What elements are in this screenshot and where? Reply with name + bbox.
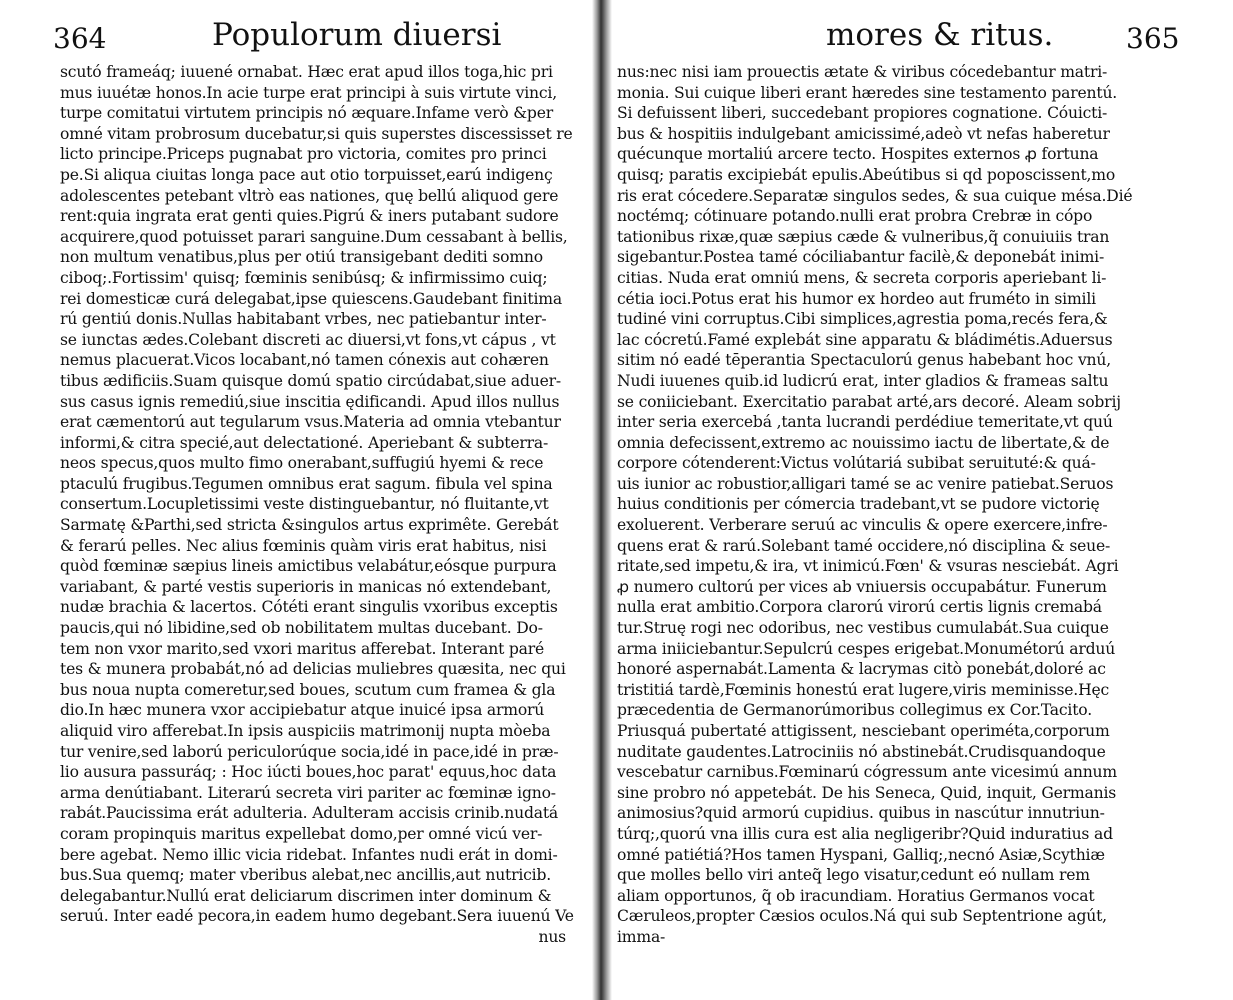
text-line: arma denútiabant. Literarú secreta viri pariter ac fœminæ igno- <box>60 783 556 802</box>
text-line: tur venire,sed laború periculorúque socia,idé in pace,idé in præ- <box>60 742 559 761</box>
text-line: & ferarú pelles. Nec alius fœminis quàm viris erat habitus, nisi <box>60 536 547 555</box>
text-line: licto principe.Priceps pugnabat pro victoria, comites pro princi <box>60 145 547 164</box>
text-line: huius conditionis per cómercia tradebant,vt se pudore victorię <box>617 495 1100 514</box>
text-line: tibus ædificiis.Suam quisque domú spatio circúdabat,siue aduer- <box>60 371 561 390</box>
text-line: quens erat & rarú.Solebant tamé occidere,nó disciplina & seue- <box>617 536 1111 555</box>
text-line: Sarmatę &Parthi,sed stricta &singulos artus exprimête. Gerebát <box>60 516 559 535</box>
text-line: rent:quia ingrata erat genti quies.Pigrú & iners putabant sudore <box>60 207 559 226</box>
text-line: ptaculú frugibus.Tegumen omnibus erat sagum. fibula vel spina <box>60 474 553 493</box>
text-line: bus & hospitiis indulgebant amicissimé,adeò vt nefas haberetur <box>617 124 1110 143</box>
text-line: tes & munera probabát,nó ad delicias muliebres quæsita, nec qui <box>60 660 566 679</box>
text-line: citias. Nuda erat omniú mens, & secreta corporis aperiebant li- <box>617 268 1107 287</box>
text-line: ris erat cócedere.Separatæ singulos sedes, & sua cuique mésa.Dié <box>617 186 1133 205</box>
text-line: rei domesticæ curá delegabat,ipse quiescens.Gaudebant finitima <box>60 289 562 308</box>
page-number: 364 <box>53 22 107 55</box>
text-line: informi,& citra specié,aut delectationé. Aperiebant & subterra- <box>60 433 549 452</box>
text-line: aliam opportunos, q̃ ob iracundiam. Horatius Germanos vocat <box>617 886 1095 905</box>
text-line: aliquid viro afferebat.In ipsis auspiciis matrimonij nupta mòeba <box>60 722 551 740</box>
page-body <box>617 62 1223 948</box>
text-line: cétia ioci.Potus erat his humor ex hordeo aut fruméto in simili <box>617 289 1096 308</box>
running-head: mores & ritus. <box>826 17 1054 53</box>
text-line: pe.Si aliqua ciuitas longa pace aut otio torpuisset,earú indigenç <box>60 165 553 184</box>
text-line: que molles bello viri anteq̃ lego visatur,cedunt eó nullam rem <box>617 866 1090 885</box>
text-line: adolescentes petebant vltrò eas nationes, quę bellú aliquod gere <box>60 186 559 205</box>
text-line: Cæruleos,propter Cæsios oculos.Ná qui sub Septentrione agút, <box>617 907 1107 926</box>
text-line: quòd fœminæ sæpius lineis amictibus velabátur,eósque purpura <box>60 557 557 576</box>
text-line: delegabantur.Nullú erat deliciarum discrimen inter dominum & <box>60 886 552 905</box>
text-line: rú gentiú donis.Nullas habitabant vrbes, nec patiebantur inter- <box>60 310 547 329</box>
text-line: tem non vxor marito,sed vxori maritus afferebat. Interant paré <box>60 639 545 658</box>
text-line: Nudi iuuenes quib.id ludicrú erat, inter gladios & frameas saltu <box>617 371 1109 390</box>
text-line: animosius?quid armorú cupidius. quibus in nascútur innutriun- <box>617 804 1105 823</box>
text-line: tationibus rixæ,quæ sæpius cæde & vulneribus,q̃ conuiuiis tran <box>617 227 1110 246</box>
text-line: neos specus,quos multo fimo onerabant,suffugiú hyemi & rece <box>60 454 544 473</box>
text-line: nemus placuerat.Vicos locabant,nó tamen cónexis aut cohæren <box>60 351 549 370</box>
text-line: mus iuuétæ honos.In acie turpe erat principi à suis virtute vinci, <box>60 83 557 102</box>
text-line: nudæ brachia & lacertos. Cótéti erant singulis vxoribus exceptis <box>60 598 558 617</box>
text-line: sus casus ignis remediú,siue inscitia ędificandi. Apud illos nullus <box>60 392 560 411</box>
text-line: acquirere,quod potuisset parari sanguine.Dum cessabant à bellis, <box>60 227 568 246</box>
text-line: corpore cótenderent:Victus volútariá subibat seruituté:& quá- <box>617 454 1096 473</box>
text-line: sitim nó eadé tēperantia Spectaculorú genus habebant hoc vnú, <box>617 351 1111 370</box>
text-line: honoré aspernabát.Lamenta & lacrymas citò ponebát,doloré ac <box>617 660 1106 679</box>
text-line: coram propinquis maritus expellebat domo,per omné vicú ver- <box>60 824 543 843</box>
text-line: noctémq; cótinuare potando.nulli erat probra Crebræ in cópo <box>617 207 1093 226</box>
text-line: consertum.Locupletissimi veste distinguebantur, nó fluitante,vt <box>60 495 549 514</box>
page-number: 365 <box>1126 22 1180 55</box>
running-head: Populorum diuersi <box>212 17 502 53</box>
text-line: Si defuissent liberi, succedebant propiores cognatione. Cóuicti- <box>617 104 1108 123</box>
text-line: quécunque mortaliú arcere tecto. Hospites externos ꝓ fortuna <box>617 145 1099 164</box>
text-line: bus.Sua quemq; mater vberibus alebat,nec ancillis,aut nutricib. <box>60 866 552 885</box>
text-line: vescebatur carnibus.Fœminarú cógressum ante vicesimú annum <box>617 763 1117 782</box>
text-line: túrq;,quorú vna illis cura est alia negligeribr?Quid induratius ad <box>617 824 1113 843</box>
text-line: tur.Struę rogi nec odoribus, nec vestibus cumulabát.Sua cuique <box>617 619 1109 638</box>
text-line: nus <box>538 927 566 946</box>
text-line: non multum venatibus,plus per otiú transigebant dediti somno <box>60 248 543 267</box>
text-line: inter seria exercebá ,tanta lucrandi perdédiue temeritate,vt quú <box>617 413 1113 432</box>
text-line: turpe comitatui virtutem principis nó æquare.Infame verò &per <box>60 104 553 123</box>
text-line: bus noua nupta comeretur,sed boues, scutum cum framea & gla <box>60 680 556 699</box>
text-line: ritate,sed impetu,& ira, vt inimicú.Fœn' & vsuras nesciebát. Agri <box>617 557 1119 576</box>
text-line: omnia defecissent,extremo ac nouissimo iactu de libertate,& de <box>617 433 1110 452</box>
text-line: lio ausura passuráq; : Hoc iúcti boues,hoc parat' equus,hoc data <box>60 763 557 782</box>
text-line: bere agebat. Nemo illic vicia ridebat. Infantes nudi erát in domi- <box>60 845 558 864</box>
text-line: Priusquá pubertaté attigissent, nesciebant operiméta,corporum <box>617 722 1110 740</box>
text-line: paucis,qui nó libidine,sed ob nobilitatem multas ducebant. Do- <box>60 619 543 638</box>
text-line: variabant, & parté vestis superioris in manicas nó extendebant, <box>60 577 552 596</box>
text-line: tristitiá tardè,Fœminis honestú erat lugere,viris meminisse.Hęc <box>617 680 1110 699</box>
text-line: ꝓ numero cultorú per vices ab vniuersis occupabátur. Funerum <box>617 577 1107 596</box>
text-line: arma iniiciebantur.Sepulcrú cespes erigebat.Monumétorú arduú <box>617 639 1116 658</box>
text-line: rabát.Paucissima erát adulteria. Adulteram accisis crinib.nudatá <box>60 804 559 823</box>
text-line: erat cæmentorú aut tegularum vsus.Materia ad omnia vtebantur <box>60 413 561 432</box>
text-line: omné patiétiá?Hos tamen Hyspani, Galliq;,necnó Asiæ,Scythiæ <box>617 845 1105 864</box>
text-line: seruú. Inter eadé pecora,in eadem humo degebant.Sera iuuenú Ve <box>60 907 574 926</box>
left-page <box>0 0 596 1000</box>
text-line: exoluerent. Verberare seruú ac vinculis & opere exercere,infre- <box>617 516 1108 535</box>
text-line: sine probro nó appetebát. De his Seneca, Quid, inquit, Germanis <box>617 783 1117 802</box>
text-line: imma- <box>617 927 666 946</box>
text-line: monia. Sui cuique liberi erant hæredes sine testamento parentú. <box>617 83 1118 102</box>
text-line: lac cócretú.Famé explebát sine apparatu & bládimétis.Aduersus <box>617 330 1113 349</box>
page-body <box>60 62 586 948</box>
book-gutter <box>592 0 612 1000</box>
text-line: quisq; paratis excipiebát epulis.Abeútibus si qd poposcissent,mo <box>617 165 1116 184</box>
text-line: præcedentia de Germanorúmoribus collegimus ex Cor.Tacito. <box>617 701 1092 720</box>
text-line: nulla erat ambitio.Corpora clarorú virorú certis lignis cremabá <box>617 598 1102 617</box>
text-line: se iunctas ædes.Colebant discreti ac diuersi,vt fons,vt cápus , vt <box>60 330 556 349</box>
text-line: uis iunior ac robustior,alligari tamé se ac venire patiebat.Seruos <box>617 474 1114 493</box>
text-line: nus:nec nisi iam prouectis ætate & viribus cócedebantur matri- <box>617 63 1108 81</box>
text-line: omné vitam probrosum ducebatur,si quis superstes discessisset re <box>60 124 573 143</box>
right-page <box>612 0 1233 1000</box>
text-line: se coniiciebant. Exercitatio parabat arté,ars decoré. Aleam sobrij <box>617 392 1121 411</box>
text-line: scutó frameáq; iuuené ornabat. Hæc erat apud illos toga,hic pri <box>60 63 553 81</box>
text-line: nuditate gaudentes.Latrociniis nó abstinebát.Crudisquandoque <box>617 742 1106 761</box>
text-line: tudiné vini corruptus.Cibi simplices,agrestia poma,recés fera,& <box>617 310 1108 329</box>
text-line: sigebantur.Postea tamé cóciliabantur facilè,& deponebát inimi- <box>617 248 1105 267</box>
text-line: ciboq;.Fortissim' quisq; fœminis senibúsq; & infirmissimo cuiq; <box>60 268 548 287</box>
text-line: dio.In hæc munera vxor accipiebatur atque inuicé ipsa armorú <box>60 701 545 720</box>
